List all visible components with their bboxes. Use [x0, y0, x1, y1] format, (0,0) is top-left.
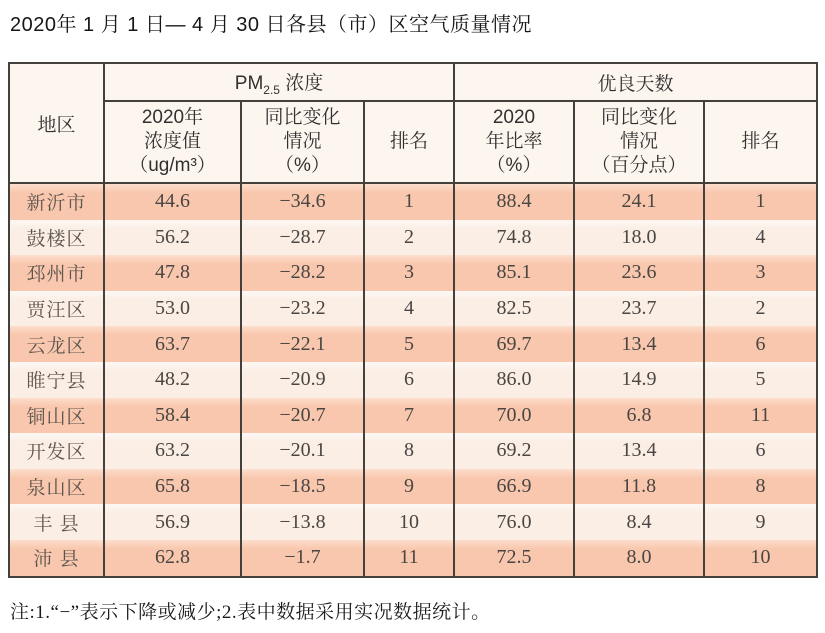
- good-days-rate-cell: 76.0: [454, 504, 574, 540]
- header-sub-row: [9, 101, 817, 183]
- pm-rank-cell: 3: [364, 255, 454, 291]
- good-days-change-cell: 23.6: [574, 255, 704, 291]
- header-group-row: [9, 63, 817, 101]
- header-pm-value-line2: 浓度值: [143, 130, 201, 152]
- pm-rank-cell: 9: [364, 469, 454, 505]
- header-good-rate-line3: （%）: [486, 155, 542, 177]
- pm-rank-cell: 5: [364, 326, 454, 362]
- header-good-change-line1: 同比变化: [600, 106, 677, 128]
- good-days-rank-cell: 6: [704, 433, 817, 469]
- region-cell: 睢宁县: [9, 362, 104, 398]
- table-row: [9, 540, 817, 577]
- pm-change-cell: −28.7: [241, 220, 364, 256]
- pm-change-cell: −22.1: [241, 326, 364, 362]
- region-cell: 开发区: [9, 433, 104, 469]
- air-quality-table: [8, 62, 818, 578]
- header-region: 地区: [9, 63, 104, 183]
- pm-rank-cell: 7: [364, 398, 454, 434]
- good-days-rank-cell: 6: [704, 326, 817, 362]
- page-title: 2020年 1 月 1 日— 4 月 30 日各县（市）区空气质量情况: [10, 14, 533, 36]
- good-days-change-cell: 11.8: [574, 469, 704, 505]
- good-days-rate-cell: 69.7: [454, 326, 574, 362]
- header-pm-change-line3: （%）: [275, 155, 330, 177]
- good-days-rank-cell: 11: [704, 398, 817, 434]
- good-days-change-cell: 6.8: [574, 398, 704, 434]
- pm-rank-cell: 6: [364, 362, 454, 398]
- good-days-change-cell: 8.0: [574, 540, 704, 577]
- good-days-rate-cell: 69.2: [454, 433, 574, 469]
- good-days-rank-cell: 4: [704, 220, 817, 256]
- pm-concentration-cell: 63.2: [104, 433, 241, 469]
- good-days-rate-cell: 85.1: [454, 255, 574, 291]
- header-pm-change: [241, 101, 364, 183]
- pm-rank-cell: 11: [364, 540, 454, 577]
- header-pm25-group: [104, 63, 454, 101]
- pm-change-cell: −20.7: [241, 398, 364, 434]
- region-cell: 云龙区: [9, 326, 104, 362]
- good-days-rank-cell: 3: [704, 255, 817, 291]
- pm25-suffix: 浓度: [279, 72, 324, 94]
- good-days-change-cell: 24.1: [574, 183, 704, 220]
- header-good-change-line3: （百分点）: [591, 155, 687, 177]
- good-days-rate-cell: 70.0: [454, 398, 574, 434]
- good-days-change-cell: 18.0: [574, 220, 704, 256]
- table-row: [9, 291, 817, 327]
- header-good-days-group: 优良天数: [454, 63, 817, 101]
- table-row: [9, 220, 817, 256]
- table-row: [9, 433, 817, 469]
- good-days-rate-cell: 74.8: [454, 220, 574, 256]
- region-cell: 沛 县: [9, 540, 104, 577]
- pm-concentration-cell: 65.8: [104, 469, 241, 505]
- table-row: [9, 326, 817, 362]
- good-days-rate-cell: 72.5: [454, 540, 574, 577]
- table-row: [9, 398, 817, 434]
- good-days-change-cell: 13.4: [574, 433, 704, 469]
- good-days-rank-cell: 10: [704, 540, 817, 577]
- pm-change-cell: −28.2: [241, 255, 364, 291]
- header-pm-change-line1: 同比变化: [264, 106, 341, 128]
- pm-change-cell: −20.1: [241, 433, 364, 469]
- good-days-change-cell: 8.4: [574, 504, 704, 540]
- region-cell: 铜山区: [9, 398, 104, 434]
- pm-concentration-cell: 53.0: [104, 291, 241, 327]
- good-days-rank-cell: 9: [704, 504, 817, 540]
- header-pm-value: [104, 101, 241, 183]
- pm-change-cell: −13.8: [241, 504, 364, 540]
- pm-change-cell: −18.5: [241, 469, 364, 505]
- good-days-rate-cell: 82.5: [454, 291, 574, 327]
- good-days-rank-cell: 5: [704, 362, 817, 398]
- pm-concentration-cell: 63.7: [104, 326, 241, 362]
- pm25-subscript: 2.5: [263, 82, 280, 97]
- pm-change-cell: −23.2: [241, 291, 364, 327]
- pm-concentration-cell: 62.8: [104, 540, 241, 577]
- good-days-change-cell: 23.7: [574, 291, 704, 327]
- pm25-prefix: PM: [234, 72, 264, 94]
- pm-concentration-cell: 48.2: [104, 362, 241, 398]
- header-pm-change-line2: 情况: [283, 130, 322, 152]
- good-days-change-cell: 13.4: [574, 326, 704, 362]
- pm-concentration-cell: 44.6: [104, 183, 241, 220]
- header-good-rate-line1: 2020: [492, 106, 536, 128]
- header-pm-value-line1: 2020年: [141, 106, 204, 128]
- region-cell: 鼓楼区: [9, 220, 104, 256]
- pm-change-cell: −1.7: [241, 540, 364, 577]
- footnote: 注:1.“−”表示下降或减少;2.表中数据采用实况数据统计。: [10, 601, 491, 623]
- region-cell: 丰 县: [9, 504, 104, 540]
- good-days-rank-cell: 2: [704, 291, 817, 327]
- table-row: [9, 469, 817, 505]
- region-cell: 新沂市: [9, 183, 104, 220]
- region-cell: 贾汪区: [9, 291, 104, 327]
- pm-concentration-cell: 56.2: [104, 220, 241, 256]
- header-good-rate: [454, 101, 574, 183]
- table-row: [9, 255, 817, 291]
- pm-rank-cell: 2: [364, 220, 454, 256]
- pm-rank-cell: 8: [364, 433, 454, 469]
- pm-rank-cell: 10: [364, 504, 454, 540]
- header-good-change-line2: 情况: [619, 130, 658, 152]
- table-row: [9, 362, 817, 398]
- pm-rank-cell: 1: [364, 183, 454, 220]
- region-cell: 邳州市: [9, 255, 104, 291]
- header-pm-value-line3: （ug/m³）: [129, 155, 216, 177]
- table-row: [9, 183, 817, 220]
- pm-concentration-cell: 56.9: [104, 504, 241, 540]
- good-days-rate-cell: 66.9: [454, 469, 574, 505]
- pm-change-cell: −20.9: [241, 362, 364, 398]
- table-row: [9, 504, 817, 540]
- pm-change-cell: −34.6: [241, 183, 364, 220]
- pm-concentration-cell: 58.4: [104, 398, 241, 434]
- region-cell: 泉山区: [9, 469, 104, 505]
- header-pm-rank: 排名: [364, 101, 454, 183]
- header-good-rank: 排名: [704, 101, 817, 183]
- good-days-rank-cell: 8: [704, 469, 817, 505]
- header-good-change: [574, 101, 704, 183]
- good-days-rank-cell: 1: [704, 183, 817, 220]
- good-days-rate-cell: 86.0: [454, 362, 574, 398]
- pm-concentration-cell: 47.8: [104, 255, 241, 291]
- good-days-rate-cell: 88.4: [454, 183, 574, 220]
- good-days-change-cell: 14.9: [574, 362, 704, 398]
- header-good-rate-line2: 年比率: [485, 130, 543, 152]
- pm-rank-cell: 4: [364, 291, 454, 327]
